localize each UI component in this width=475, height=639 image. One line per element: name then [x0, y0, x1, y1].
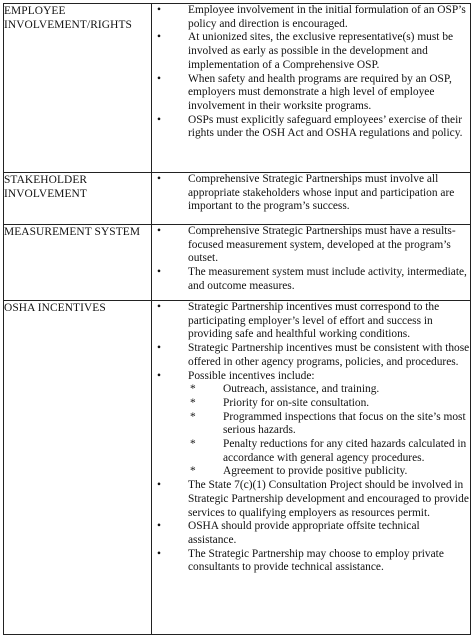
- list-item: • At unionized sites, the exclusive representative(s) must be involved as early as possible in the development and implementation of a Comprehensive OSP.: [157, 31, 454, 71]
- list-item: • When safety and health programs are required by an OSP, employers must demonstrate a high level of employee involvement in their worksite programs.: [157, 72, 452, 112]
- list-item: • The State 7(c)(1) Consultation Project should be involved in Strategic Partnership development and encouraged to provide services to qualifying employers as resources permit.: [157, 479, 469, 519]
- row-employee-involvement: [4, 4, 471, 173]
- row-osha-incentives: [4, 301, 471, 635]
- bullet-icon: •: [157, 4, 161, 16]
- bullet-icon: •: [157, 225, 161, 237]
- row-stakeholder-involvement: [4, 173, 471, 225]
- row-content: [152, 225, 471, 301]
- list-item: • The Strategic Partnership may choose to employ private consultants to provide technical assistance.: [157, 547, 444, 574]
- sub-list-item: * Priority for on-site consultation.: [190, 396, 370, 409]
- requirements-table: [3, 3, 471, 635]
- row-label: MEASUREMENT SYSTEM: [4, 225, 152, 301]
- row-label: OSHA INCENTIVES: [4, 301, 152, 635]
- row-content: [152, 301, 471, 635]
- bullet-icon: •: [157, 301, 161, 313]
- list-item: • Employee involvement in the initial formulation of an OSP’s policy and direction is encouraged.: [157, 4, 466, 30]
- list-item: • OSPs must explicitly safeguard employees’ exercise of their rights under the OSH Act and OSHA regulations and policy.: [157, 113, 463, 140]
- bullet-icon: •: [157, 479, 161, 492]
- list-item: • Strategic Partnership incentives must be consistent with those offered in other agency programs, policies, and procedures.: [157, 342, 470, 368]
- sub-list-item: * Agreement to provide positive publicity.: [190, 465, 408, 478]
- asterisk-icon: *: [190, 465, 196, 478]
- incentives-list: [188, 383, 470, 479]
- row-label: STAKEHOLDER INVOLVEMENT: [4, 173, 152, 225]
- asterisk-icon: *: [190, 396, 196, 409]
- row-content: [152, 4, 471, 173]
- asterisk-icon: *: [190, 383, 196, 396]
- list-item: • Strategic Partnership incentives must correspond to the participating employer’s level of effort and success in providing safe and healthful working conditions.: [157, 301, 440, 341]
- row-label: EMPLOYEE INVOLVEMENT/RIGHTS: [4, 4, 152, 173]
- bullet-icon: •: [157, 173, 161, 185]
- list-item: • Possible incentives include: * Outreach, assistance, and training. * Priority for on-site consultation. * Programmed inspections that focus on the site’s most serious hazards. * Penalty reductions for any cited hazards calculated in accordance with general agency procedures. * Agreement to provide positive publicity.: [152, 370, 470, 480]
- list-item: • The measurement system must include activity, intermediate, and outcome measures.: [157, 266, 467, 292]
- row-content: [152, 173, 471, 225]
- sub-list-item: * Programmed inspections that focus on the site’s most serious hazards.: [190, 410, 466, 437]
- list-item: • Comprehensive Strategic Partnerships must involve all appropriate stakeholders whose input and participation are important to the program’s success.: [157, 173, 455, 213]
- bullet-icon: •: [157, 31, 161, 44]
- bullet-icon: •: [157, 72, 161, 85]
- bullet-icon: •: [157, 113, 161, 126]
- list-item: • OSHA should provide appropriate offsite technical assistance.: [157, 520, 420, 546]
- bullet-icon: •: [157, 520, 161, 533]
- bullet-icon: •: [157, 266, 161, 279]
- bullet-icon: •: [157, 547, 161, 560]
- bullet-icon: •: [157, 342, 161, 355]
- asterisk-icon: *: [190, 438, 196, 451]
- sub-list-item: * Outreach, assistance, and training.: [190, 383, 380, 396]
- bullet-icon: •: [157, 369, 161, 382]
- list-item: • Comprehensive Strategic Partnerships must have a results-focused measurement system, developed at the program’s outset.: [157, 225, 456, 265]
- row-measurement-system: [4, 225, 471, 301]
- sub-list-item: * Penalty reductions for any cited hazards calculated in accordance with general agency procedures.: [190, 438, 467, 464]
- asterisk-icon: *: [190, 410, 196, 423]
